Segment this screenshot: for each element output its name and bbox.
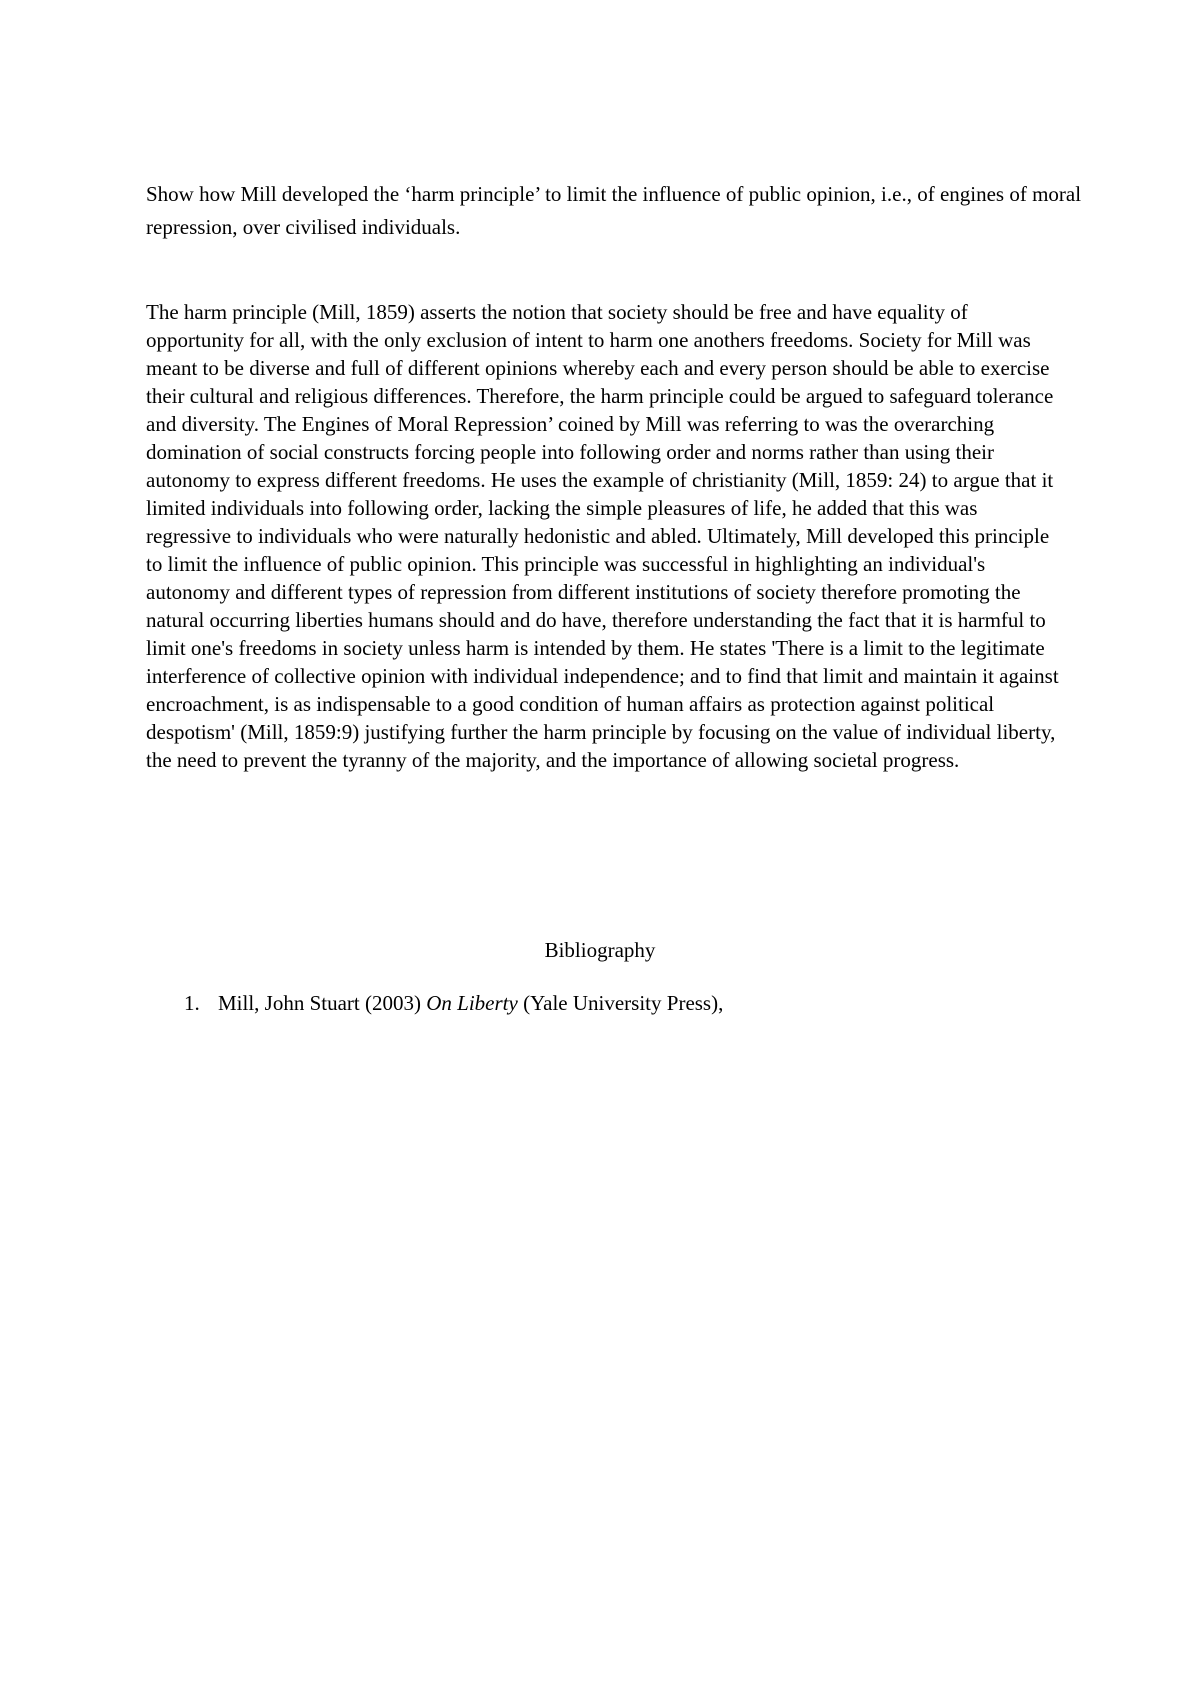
bibliography-entry-title: On Liberty — [426, 991, 518, 1015]
bibliography-entry — [146, 989, 1086, 1017]
bibliography-heading: Bibliography — [544, 938, 656, 962]
bibliography-entry-number: 1. — [184, 991, 200, 1015]
bibliography-entry-publisher: (Yale University Press), — [517, 991, 724, 1015]
bibliography-entry-author-year: Mill, John Stuart (2003) — [218, 991, 427, 1015]
essay-question: Show how Mill developed the ‘harm principle’ to limit the influence of public opinion, i.e., of engines of moral repression, over civilised individuals. — [146, 182, 1082, 239]
bibliography-list — [146, 989, 1086, 1017]
essay-body: The harm principle (Mill, 1859) asserts the notion that society should be free and have equality of opportunity for all, with the only exclusion of intent to harm one anothers freedoms. Society for Mill was meant to be diverse and full of different opinions whereby each and every person should be able to exercise their cultural and religious differences. Therefore, the harm principle could be argued to safeguard tolerance and diversity. The Engines of Moral Repression’ coined by Mill was referring to was the overarching domination of social constructs forcing people into following order and norms rather than using their autonomy to express different freedoms. He uses the example of christianity (Mill, 1859: 24) to argue that it limited individuals into following order, lacking the simple pleasures of life, he added that this was regressive to individuals who were naturally hedonistic and abled. Ultimately, Mill developed this principle to limit the influence of public opinion. This principle was successful in highlighting an individual's autonomy and different types of repression from different institutions of society therefore promoting the natural occurring liberties humans should and do have, therefore understanding the fact that it is harmful to limit one's freedoms in society unless harm is intended by them. He states 'There is a limit to the legitimate interference of collective opinion with individual independence; and to find that limit and maintain it against encroachment, is as indispensable to a good condition of human affairs as protection against political despotism' (Mill, 1859:9) justifying further the harm principle by focusing on the value of individual liberty, the need to prevent the tyranny of the majority, and the importance of allowing societal progress. — [146, 300, 1059, 772]
